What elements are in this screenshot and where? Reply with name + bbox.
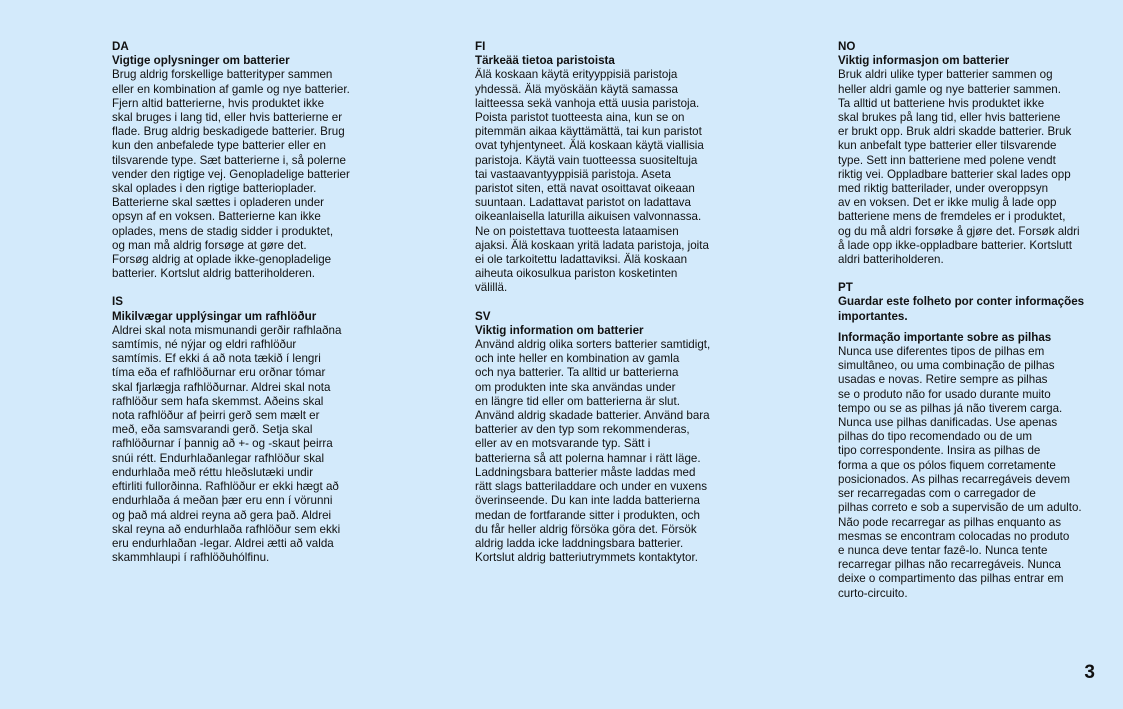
text-line: snúi rétt. Endurhlaðanlegar rafhlöður skal [112, 451, 325, 465]
text-line: eru endurhlaðan -legar. Aldrei ætti að valda [112, 536, 334, 550]
column-right [838, 40, 1118, 601]
text-line: importantes. [838, 309, 908, 323]
text-line: e nunca deve tentar fazê-lo. Nunca tente [838, 543, 1048, 557]
page-number: 3 [1084, 662, 1095, 683]
text-line: ei ole tarkoitettu ladattaviksi. Älä koskaan [475, 253, 688, 267]
text-line: Poista paristot tuotteesta aina, kun se on [475, 111, 685, 125]
text-line: paristoja. Käytä vain tuotteessa suositeltuja [475, 153, 698, 167]
text-line: rafhlöður sem hafa skemmst. Aðeins skal [112, 394, 324, 408]
text-line: aiheuta oikosulkua pariston kosketinten [475, 267, 678, 281]
text-line: samtímis. Ef ekki á að nota tækið í lengri [112, 352, 321, 366]
text-line: skal brukes på lang tid, eller hvis batteriene [838, 111, 1061, 125]
text-line: batteriene mens de fremdeles er i produktet, [838, 210, 1066, 224]
section-body [112, 68, 392, 281]
text-line: riktig vei. Oppladbare batterier skal lades opp [838, 167, 1071, 181]
text-line: Aldrei skal nota mismunandi gerðir rafhlaðna [112, 323, 342, 337]
text-line: av en voksen. Det er ikke mulig å lade opp [838, 196, 1057, 210]
section-body [838, 345, 1118, 601]
text-line: Batterierne skal sættes i opladeren under [112, 196, 325, 210]
text-line: en längre tid eller om batterierna är slut. [475, 394, 680, 408]
language-code: NO [838, 40, 856, 53]
text-line: deixe o compartimento das pilhas entrar em [838, 572, 1064, 586]
language-code: FI [475, 40, 486, 53]
text-line: tipo correspondente. Insira as pilhas de [838, 444, 1041, 458]
text-line: se o produto não for usado durante muito [838, 387, 1051, 401]
text-line: forma a que os pólos fiquem corretamente [838, 458, 1056, 472]
text-line: med riktig batterilader, under overoppsyn [838, 182, 1049, 196]
text-line: Ta alltid ut batteriene hvis produktet ikke [838, 96, 1045, 110]
text-line: tilsvarende type. Sæt batterierne i, så polerne [112, 153, 346, 167]
section-heading: Vigtige oplysninger om batterier [112, 54, 290, 68]
language-code: SV [475, 309, 491, 323]
text-line: batterier av den typ som rekommenderas, [475, 423, 690, 437]
text-line: og það má aldrei reyna að gera það. Aldrei [112, 508, 332, 522]
text-line: Não pode recarregar as pilhas enquanto as [838, 515, 1062, 529]
section-fi [475, 40, 755, 296]
text-line: eftirliti fullorðinna. Rafhlöður er ekki hægt að [112, 480, 339, 494]
text-line: heller aldri gamle og nye batterier sammen. [838, 82, 1061, 96]
text-line: nota rafhlöður af þeirri gerð sem mælt er [112, 409, 320, 423]
text-line: pilhas do tipo recomendado ou de um [838, 430, 1033, 444]
text-line: Älä koskaan käytä erityyppisiä paristoja [475, 68, 678, 82]
text-line: välillä. [475, 281, 508, 295]
text-line: suuntaan. Ladattavat paristot on ladattava [475, 196, 691, 210]
section-body [838, 68, 1118, 267]
language-code: IS [112, 295, 123, 309]
text-line: samtímis, né nýjar og eldri rafhlöður [112, 338, 297, 352]
text-line: yhdessä. Älä myöskään käytä samassa [475, 82, 678, 96]
text-line: batterierna så att polerna hamnar i rätt läge. [475, 451, 701, 465]
text-line: ser recarregadas com o carregador de [838, 487, 1036, 501]
language-code: DA [112, 40, 129, 53]
section-no [838, 40, 1118, 267]
section-body [112, 324, 392, 565]
text-line: Nunca use diferentes tipos de pilhas em [838, 345, 1045, 359]
section-pt [838, 281, 1118, 600]
text-line: ajaksi. Älä koskaan yritä ladata paristoja, joita [475, 238, 709, 252]
section-heading: Mikilvægar upplýsingar um rafhlöður [112, 309, 317, 323]
language-code: PT [838, 281, 853, 295]
text-line: simultâneo, ou uma combinação de pilhas [838, 359, 1055, 373]
text-line: type. Sett inn batteriene med polene vendt [838, 153, 1056, 167]
text-line: eller av en motsvarande typ. Sätt i [475, 437, 651, 451]
text-line: du får heller aldrig försöka göra det. Försök [475, 522, 697, 536]
text-line: Laddningsbara batterier måste laddas med [475, 465, 696, 479]
text-line: kun den anbefalede type batterier eller en [112, 139, 326, 153]
text-line: recarregar pilhas não recarregáveis. Nunca [838, 558, 1061, 572]
section-heading: Viktig informasjon om batterier [838, 54, 1010, 68]
text-line: Forsøg aldrig at oplade ikke-genopladelige [112, 253, 332, 267]
section-is [112, 295, 392, 565]
text-line: laitteessa sekä vanhoja että uusia paristoja. [475, 96, 700, 110]
text-line: Fjern altid batterierne, hvis produktet ikke [112, 96, 325, 110]
text-line: skal bruges i lang tid, eller hvis batterierne er [112, 111, 343, 125]
text-line: vender den rigtige vej. Genopladelige batterier [112, 167, 350, 181]
text-line: oplades, mens de stadig sidder i produktet, [112, 224, 334, 238]
text-line: oikeanlaisella laturilla aikuisen valvonnassa. [475, 210, 702, 224]
text-line: tai vastaavantyyppisiä paristoja. Aseta [475, 167, 671, 181]
text-line: endurhlaða á meðan þær eru enn í vörunni [112, 494, 333, 508]
text-line: er brukt opp. Bruk aldri skadde batterier. Bruk [838, 125, 1072, 139]
text-line: usadas e novas. Retire sempre as pilhas [838, 373, 1048, 387]
text-line: kun anbefalt type batterier eller tilsvarende [838, 139, 1057, 153]
text-line: aldrig ladda icke laddningsbara batterier. [475, 536, 684, 550]
text-line: medan de fortfarande sitter i produkten, och [475, 508, 700, 522]
text-line: paristot siten, että navat osoittavat oikeaan [475, 182, 695, 196]
text-line: skal reyna að endurhlaða rafhlöður sem ekki [112, 522, 341, 536]
text-line: överinseende. Du kan inte ladda batterierna [475, 494, 700, 508]
text-line: með, eða samsvarandi gerð. Setja skal [112, 423, 313, 437]
text-line: och inte heller en kombination av gamla [475, 352, 680, 366]
text-line: Kortslut aldrig batteriutrymmets kontaktytor. [475, 551, 698, 565]
text-line: och nya batterier. Ta alltid ur batterierna [475, 366, 679, 380]
section-body [475, 338, 755, 565]
text-line: skal oplades i den rigtige batterioplader. [112, 182, 317, 196]
text-line: Nunca use pilhas danificadas. Use apenas [838, 416, 1058, 430]
text-line: skal fjarlægja rafhlöðurnar. Aldrei skal nota [112, 380, 331, 394]
text-line: og man må aldrig forsøge at gøre det. [112, 238, 307, 252]
text-line: Guardar este folheto por conter informações [838, 295, 1085, 309]
text-line: Brug aldrig forskellige batterityper sammen [112, 68, 333, 82]
text-line: eller en kombination af gamle og nye batterier. [112, 82, 350, 96]
text-line: mesmas se encontram colocadas no produto [838, 529, 1070, 543]
text-line: Ne on poistettava tuotteesta lataamisen [475, 224, 679, 238]
section-body [475, 68, 755, 295]
text-line: å lade opp ikke-oppladbare batterier. Kortslutt [838, 238, 1072, 252]
section-heading: Viktig information om batterier [475, 323, 644, 337]
text-line: om produkten inte ska användas under [475, 380, 676, 394]
text-line: rafhlöðurnar í þannig að +- og -skaut þeirra [112, 437, 333, 451]
text-line: curto-circuito. [838, 586, 908, 600]
section-heading: Informação importante sobre as pilhas [838, 330, 1052, 344]
text-line: ovat tyhjentyneet. Älä koskaan käytä viallisia [475, 139, 704, 153]
text-line: og du må aldri forsøke å gjøre det. Forsøk aldri [838, 224, 1080, 238]
text-line: rätt slags batteriladdare och under en vuxens [475, 480, 708, 494]
text-line: aldri batteriholderen. [838, 253, 944, 267]
text-line: flade. Brug aldrig beskadigede batterier. Brug [112, 125, 345, 139]
text-line: Använd aldrig olika sorters batterier samtidigt, [475, 338, 711, 352]
notice-heading [838, 295, 1118, 323]
column-left [112, 40, 392, 565]
column-middle [475, 40, 755, 565]
section-heading: Tärkeää tietoa paristoista [475, 54, 615, 68]
section-da [112, 40, 392, 281]
text-line: Bruk aldri ulike typer batterier sammen og [838, 68, 1053, 82]
text-line: opsyn af en voksen. Batterierne kan ikke [112, 210, 321, 224]
text-line: Använd aldrig skadade batterier. Använd bara [475, 409, 710, 423]
text-line: batterier. Kortslut aldrig batteriholderen. [112, 267, 316, 281]
text-line: skammhlaupi í rafhlöðuhólfinu. [112, 551, 270, 565]
text-line: pilhas correto e sob a supervisão de um adulto. [838, 501, 1082, 515]
section-sv [475, 310, 755, 566]
text-line: posicionados. As pilhas recarregáveis devem [838, 472, 1070, 486]
text-line: tíma eða ef rafhlöðurnar eru orðnar tómar [112, 366, 326, 380]
text-line: endurhlaða með réttu hleðslutæki undir [112, 465, 314, 479]
text-line: pitemmän aikaa käyttämättä, tai kun paristot [475, 125, 702, 139]
text-line: tempo ou se as pilhas já não tiverem carga. [838, 401, 1063, 415]
